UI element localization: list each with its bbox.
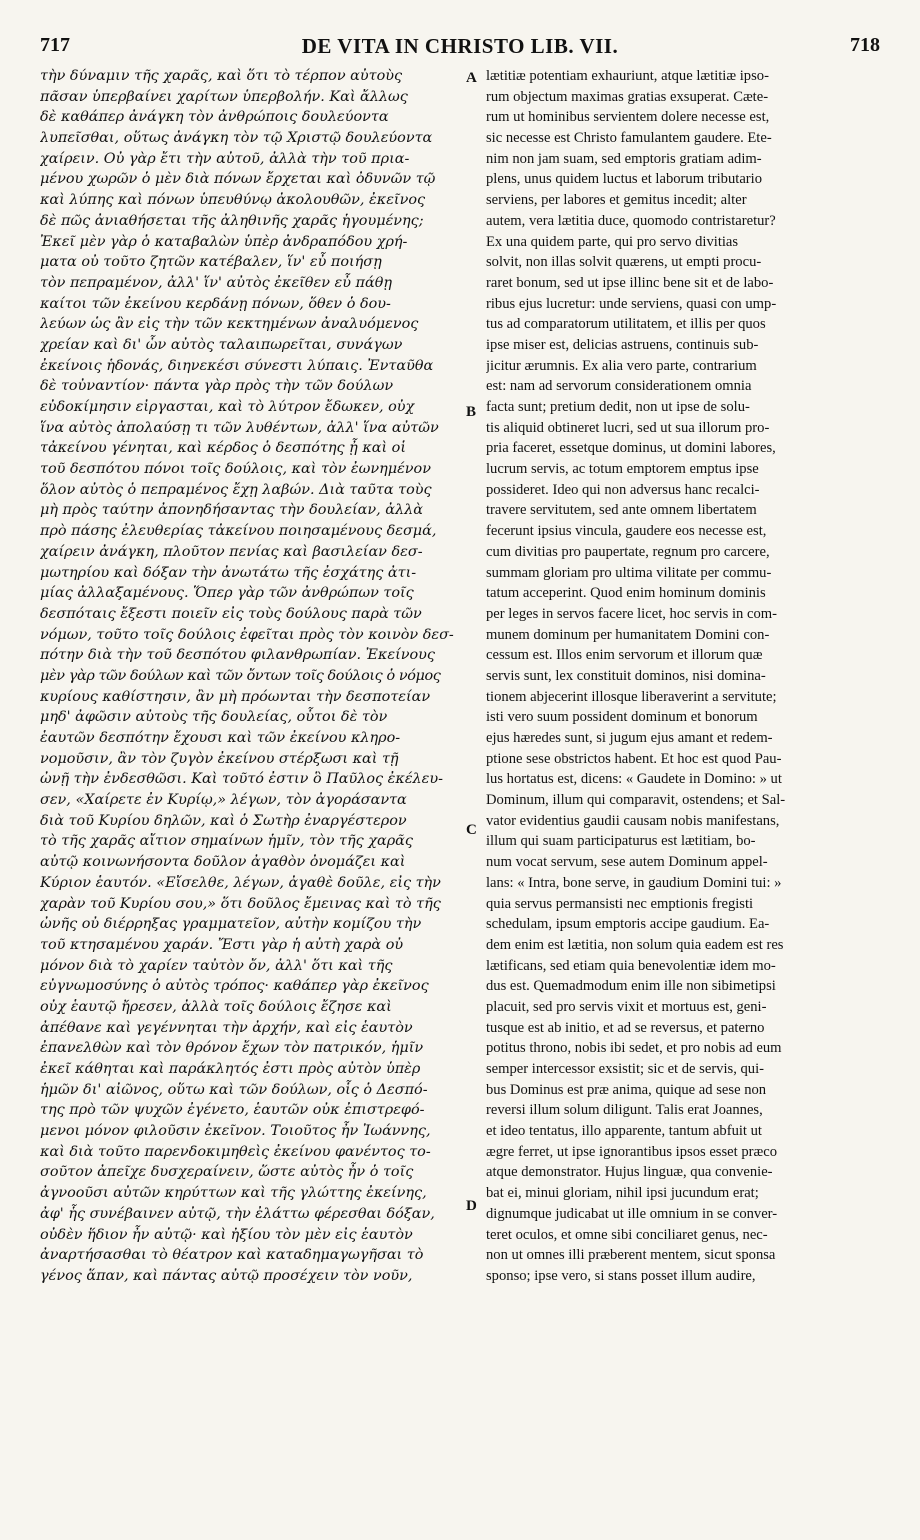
latin-text-line: non ut omnes illi præberent mentem, sicut sponsa <box>486 1247 776 1264</box>
latin-text-line: ptione sese obstrictos habent. Et hoc est quod Pau- <box>486 750 782 767</box>
latin-text-line: sic necesse est Christo famulantem gaudere. Ete- <box>486 130 772 147</box>
latin-text-line: per leges in servos facere licet, hoc servis in com- <box>486 605 777 622</box>
greek-text-line: δὲ καθάπερ ἀνάγκη τὸν ἀνθρώποις δουλεύοντα <box>40 109 389 126</box>
greek-text-line: χαρὰν τοῦ Κυρίου σου,» ὅτι δοῦλος ἔμεινας καὶ τὸ τῆς <box>40 895 441 912</box>
latin-text-line: serviens, per labores et gemitus incedit; alter <box>486 192 747 209</box>
greek-text-line: μίας ἀλλαξαμένους. Ὅπερ γὰρ τῶν ἀνθρώπων τοῖς <box>40 585 414 602</box>
latin-text-line: ribus ejus lucretur: unde serviens, quasi con ump- <box>486 295 777 312</box>
greek-text-line: χαίρειν ἀνάγκη, πλοῦτον πενίας καὶ βασιλείαν δεσ- <box>40 543 423 560</box>
latin-text-line: summam gloriam pro ultima vilitate per commu- <box>486 564 772 581</box>
greek-text-line: μόνον διὰ τὸ χαρίεν ταὐτὸν ὄν, ἀλλ' ὅτι καὶ τῆς <box>40 957 393 974</box>
latin-text-line: placuit, sed pro servis vixit et mortuus est, geni- <box>486 998 767 1015</box>
greek-text-line: καὶ λύπης καὶ πόνων ὑπευθύνῳ ἀκολουθῶν, ἐκεῖνος <box>40 192 426 209</box>
greek-text-line: μὴ πρὸς ταύτην ἀπονηδήσαντας τὴν δουλείαν, ἀλλὰ <box>40 502 423 519</box>
greek-text-line: ἀγνοοῦσι αὐτῶν κηρύττων καὶ τῆς γλώττης ἐκείνης, <box>40 1185 427 1202</box>
latin-text-line: ægre ferret, ut ipse ignorantibus ipsos esset præco <box>486 1143 778 1160</box>
greek-text-line: λεύων ὡς ἂν εἰς τὴν τῶν κεκτημένων ἀναλυόμενος <box>40 316 419 333</box>
latin-text-line: autem, vera lætitia duce, quomodo contristaretur? <box>486 212 776 229</box>
latin-text-line: illum qui suam participaturus est lætitiam, bo- <box>486 833 756 850</box>
latin-text-line: lætitiæ potentiam exhauriunt, atque lætitiæ ipso- <box>486 68 769 84</box>
greek-text-line: ἐκείνοις ἡδονάς, διηνεκέσι σύνεστι λύπαις. Ἐνταῦθα <box>40 357 434 374</box>
greek-text-line: μενοι μόνον φιλοῦσιν ἐκεῖνον. Τοιοῦτος ἦν Ἰωάννης, <box>40 1123 431 1140</box>
greek-text-line: τὸν πεπραμένον, ἀλλ' ἵν' αὐτὸς ἐκεῖθεν εὖ πάθῃ <box>40 274 393 291</box>
page-number-right: 718 <box>850 34 880 56</box>
greek-text-line: ἐκεῖ κάθηται καὶ παράκλητός ἐστι πρὸς αὐτὸν ὑπὲρ <box>40 1061 421 1077</box>
greek-text-line: τἀκείνου γένηται, καὶ κέρδος ὁ δεσπότης ᾖ καὶ οἱ <box>40 440 406 457</box>
page-number-left: 717 <box>40 34 70 56</box>
latin-text-line: ipse miser est, delicias astruens, continuis sub- <box>486 336 759 353</box>
greek-text-line: καίτοι τῶν ἐκείνου κερδάνῃ πόνων, ὅθεν ὁ δου- <box>40 295 391 312</box>
latin-text-line: nim non jam suam, sed emptoris gratiam adim- <box>486 150 762 167</box>
greek-text-line: καὶ διὰ τοῦτο παρενδοκιμηθεὶς ἐκείνου φανέντος το- <box>40 1143 431 1160</box>
greek-text-line: ἡμῶν δι' αἰῶνος, οὕτω καὶ τῶν δούλων, οἷς ὁ Δεσπό- <box>40 1081 428 1098</box>
latin-text-line: lucrum servis, ac totum emptorem emptus ipse <box>486 461 759 478</box>
greek-text-line: Ἐκεῖ μὲν γὰρ ὁ καταβαλὼν ὑπὲρ ἀνδραπόδου χρή- <box>40 233 408 250</box>
greek-text-line: δὲ τοὐναντίον· πάντα γὰρ πρὸς τὴν τῶν δούλων <box>40 378 394 395</box>
latin-text-line: rum objectum maximas gratias exsuperat. Cæte- <box>486 88 769 105</box>
greek-text-line: μένου χωρῶν ὁ μὲν διὰ πόνων ἔρχεται καὶ ὀδυνῶν τῷ <box>40 171 436 188</box>
greek-text-line: της πρὸ τῶν ψυχῶν ἐγένετο, ἑαυτῶν οὐκ ἐπιστρεφό- <box>40 1102 425 1119</box>
latin-text-line: plens, unus quidem luctus et laborum tributario <box>486 171 763 188</box>
latin-text-line: tis aliquid obtineret lucri, sed ut sua illorum pro- <box>486 419 770 436</box>
greek-text-line: αὐτῷ κοινωνήσοντα δοῦλον ἀγαθὸν ὀνομάζει καὶ <box>40 854 406 871</box>
running-title: DE VITA IN CHRISTO LIB. VII. <box>301 34 619 58</box>
latin-text-line: ejus hæredes sunt, si jugum ejus amant et redem- <box>486 730 773 746</box>
latin-text-line: lus hortatus est, dicens: « Gaudete in Domino: » ut <box>486 771 782 788</box>
latin-text-line: schedulam, ipsum emptoris accipe gaudium. Ea- <box>486 916 770 933</box>
latin-text-line: atque demonstrator. Hujus linguæ, qua convenie- <box>486 1164 773 1181</box>
greek-text-line: ἀφ' ἧς συνέβαινεν αὐτῷ, τὴν ἐλάττω φέρεσθαι δόξαν, <box>40 1205 435 1222</box>
greek-text-line: ὠνῇ τὴν ἐνδεσθῶσι. Καὶ τοῦτό ἐστιν ὃ Παῦλος ἐκέλευ- <box>40 771 444 788</box>
latin-text-line: travere servitutem, sed ante omnem libertatem <box>486 502 757 519</box>
greek-text-line: σοῦτον ἀπεῖχε δυσχεραίνειν, ὥστε αὐτὸς ἦν ὁ τοῖς <box>40 1164 414 1181</box>
latin-text-line: lætificans, sed etiam quia benevolentiæ idem mo- <box>486 957 776 974</box>
greek-text-line: μηδ' ἀφῶσιν αὐτοὺς τῆς δουλείας, οὗτοι δὲ τὸν <box>40 709 388 726</box>
latin-column <box>486 66 882 1516</box>
latin-text-line: tatum acceperint. Quod enim hominum dominis <box>486 585 766 602</box>
greek-text-line: ὠνῆς οὐ διέρρηξας γραμματεῖον, αὐτὴν κομίζου τὴν <box>40 916 422 933</box>
latin-text-line: facta sunt; pretium dedit, non ut ipse de solu- <box>486 399 750 415</box>
running-header <box>40 34 880 58</box>
latin-text-line: Dominum, illum qui comparavit, ostendens; et Sal- <box>486 792 786 809</box>
latin-text-line: num vocat servum, sese autem Dominum appel- <box>486 854 768 871</box>
latin-text-line: dus est. Quemadmodum enim ille non sibimetipsi <box>486 978 776 995</box>
greek-text-line: γένος ἅπαν, καὶ πάντας αὐτῷ προσέχειν τὸν νοῦν, <box>40 1267 413 1284</box>
latin-text-line: semper intercessor exsistit; sic et de servis, qui- <box>486 1061 765 1077</box>
latin-text-line: munem dominum per humanitatem Domini con- <box>486 626 770 643</box>
latin-text-line: pria faceret, essetque dominus, ut domini labores, <box>486 440 776 457</box>
greek-text-line: τοῦ δεσπότου πόνοι τοῖς δούλοις, καὶ τὸν ἐωνημένον <box>40 461 431 478</box>
greek-text-line: ματα οὐ τοῦτο ζητῶν κατέβαλεν, ἵν' εὖ ποιήσῃ <box>40 254 382 271</box>
greek-text-line: ἐπανελθὼν καὶ τὸν θρόνον ἔχων τὸν πατρικόν, ἡμῖν <box>40 1040 424 1057</box>
greek-text-line: τὴν δύναμιν τῆς χαρᾶς, καὶ ὅτι τὸ τέρπον αὐτοὺς <box>40 68 403 84</box>
greek-text-line: διὰ τοῦ Κυρίου δηλῶν, καὶ ὁ Σωτὴρ ἐναργέστερον <box>40 812 407 829</box>
latin-text-line: isti vero suum possident dominum et bonorum <box>486 709 758 726</box>
greek-text-line: ἑαυτῶν δεσπότην ἔχουσι καὶ τῶν ἐκείνου κληρο- <box>40 730 401 746</box>
greek-text-line: δεσπόταις ἔξεστι ποιεῖν εἰς τοὺς δούλους παρὰ τῶν <box>40 605 422 622</box>
latin-text-line: potitus throno, nobis ibi sedet, et pro nobis ad eum <box>486 1040 782 1057</box>
greek-text-line: πρὸ πάσης ἐλευθερίας τἀκείνου ποιησαμένους δεσμά, <box>40 523 437 540</box>
latin-text-line: rum ut hominibus servientem dolere necesse est, <box>486 109 770 126</box>
greek-text-line: μωτηρίου καὶ δόξαν τὴν ἀνωτάτω τῆς ἐσχάτης ἀτι- <box>40 564 417 581</box>
greek-text-line: πᾶσαν ὑπερβαίνει χαρίτων ὑπερβολήν. Καὶ ἄλλως <box>40 88 408 105</box>
greek-text-line: λυπεῖσθαι, οὕτως ἀνάγκη τὸν τῷ Χριστῷ δουλεύοντα <box>40 130 433 147</box>
greek-text-line: ὅλον αὐτὸς ὁ πεπραμένος ἔχῃ λαβών. Διὰ ταῦτα τοὺς <box>40 481 432 498</box>
latin-text-line: possideret. Ideo qui non adversus hanc recalci- <box>486 481 760 498</box>
latin-text-line: quia servus permansisti nec emptionis fregisti <box>486 895 754 912</box>
greek-text-line: Κύριον ἑαυτόν. «Εἴσελθε, λέγων, ἀγαθὲ δοῦλε, εἰς τὴν <box>40 874 441 891</box>
latin-text-line: servis sunt, lex constituit dominos, nisi domina- <box>486 667 766 684</box>
latin-text-line: raret bonum, sed ut ipse illinc bene sit et de labo- <box>486 274 774 291</box>
latin-text-line: vator evidentius gaudii causam nobis manifestans, <box>486 812 780 829</box>
latin-text-line: tus ad comparatorum utilitatem, et illis per quos <box>486 316 766 333</box>
greek-text-line: οὐδὲν ἥδιον ἦν αὐτῷ· καὶ ἠξίου τὸν μὲν εἰς ἑαυτὸν <box>40 1226 413 1243</box>
section-marker-b: B <box>466 404 477 420</box>
greek-text-line: εὐδοκίμησιν εἰργασται, καὶ τὸ λύτρον ἔδωκεν, οὐχ <box>40 399 415 415</box>
latin-text-line: tionem abjecerint illosque liberaverint a servitute; <box>486 688 777 705</box>
greek-text-line: νομοῦσιν, ἂν τὸν ζυγὸν ἐκείνου στέρξωσι καὶ τῇ <box>40 750 399 767</box>
greek-column <box>40 66 460 1516</box>
section-marker-d: D <box>466 1198 477 1214</box>
latin-text-line: est: nam ad servorum considerationem omnia <box>486 378 752 395</box>
greek-text-line: κυρίους καθίστησιν, ἂν μὴ πρόωνται τὴν δεσποτείαν <box>40 688 431 705</box>
latin-text-line: jicitur ærumnis. Ex alia vero parte, contrarium <box>486 357 757 374</box>
latin-text-line: dem enim est lætitia, non solum quia eadem est res <box>486 936 784 953</box>
latin-text-line: reversi illum solum diligunt. Talis erat Joannes, <box>486 1102 763 1119</box>
greek-text-line: τὸ τῆς χαρᾶς αἴτιον σημαίνων ἡμῖν, τὸν τῆς χαρᾶς <box>40 833 413 850</box>
latin-text-line: cessum est. Illos enim servorum et illorum quæ <box>486 647 763 664</box>
latin-text-line: dignumque judicabat ut ille omnium in se conver- <box>486 1205 778 1222</box>
latin-text-line: sponso; ipse vero, si stans posset illum audire, <box>486 1267 756 1284</box>
greek-text-line: οὐχ ἑαυτῷ ἤρεσεν, ἀλλὰ τοῖς δούλοις ἔζησε καὶ <box>40 998 392 1015</box>
greek-text-line: νόμων, τοῦτο τοῖς δούλοις ἐφεῖται πρὸς τὸν κοινὸν δεσ- <box>40 626 454 643</box>
greek-text-line: χρείαν καὶ δι' ὧν αὐτὸς ταλαιπωρεῖται, συνάγων <box>40 336 403 353</box>
greek-text-line: μὲν γὰρ τῶν δούλων καὶ τῶν ὄντων τοῖς δούλοις ὁ νόμος <box>40 667 441 684</box>
greek-text-line: εὐγνωμοσύνης ὁ αὐτὸς τρόπος· καθάπερ γὰρ ἐκεῖνος <box>40 978 429 995</box>
latin-text-line: Ex una quidem parte, qui pro servo divitias <box>486 233 739 250</box>
greek-text-line: πότην διὰ τὴν τοῦ δεσπότου φιλανθρωπίαν. Ἐκείνους <box>40 647 435 664</box>
greek-text-line: τοῦ κτησαμένου χαράν. Ἔστι γὰρ ἡ αὐτὴ χαρὰ οὐ <box>40 936 404 953</box>
greek-text-line: σεν, «Χαίρετε ἐν Κυρίῳ,» λέγων, τὸν ἀγοράσαντα <box>40 792 407 809</box>
latin-text-line: tusque est ab initio, et ad se reversus, et paterno <box>486 1019 765 1036</box>
latin-text-line: teret oculos, et omne sibi conciliaret genus, nec- <box>486 1226 768 1243</box>
greek-text-line: ἵνα αὐτὸς ἀπολαύσῃ τι τῶν λυθέντων, ἀλλ' ἵνα αὐτῶν <box>40 419 439 436</box>
latin-text-line: fecerunt ipsius vincula, gaudere eos necesse est, <box>486 523 767 540</box>
section-marker-c: C <box>466 822 477 838</box>
section-marker-a: A <box>466 70 477 86</box>
latin-text-line: bat ei, minui gloriam, nihil ipsi jucundum erat; <box>486 1185 759 1202</box>
latin-text-line: cum divitias pro paupertate, regnum pro carcere, <box>486 543 770 560</box>
greek-text-line: ἀναρτήσασθαι τὸ θέατρον καὶ καταδημαγωγῆσαι τὸ <box>40 1247 424 1264</box>
latin-text-line: lans: « Intra, bone serve, in gaudium Domini tui: » <box>486 874 782 891</box>
latin-text-line: bus Dominus est præ anima, quique ad sese non <box>486 1081 767 1098</box>
latin-text-line: solvit, non illas solvit quærens, ut empti procu- <box>486 254 762 271</box>
greek-text-line: ἀπέθανε καὶ γεγέννηται τὴν ἀρχήν, καὶ εἰς ἑαυτὸν <box>40 1019 413 1036</box>
latin-text-line: et ideo tentatus, illo apparente, tantum abfuit ut <box>486 1123 762 1140</box>
greek-text-line: χαίρειν. Οὐ γὰρ ἔτι τὴν αὐτοῦ, ἀλλὰ τὴν τοῦ πρια- <box>40 150 410 167</box>
greek-text-line: δὲ πῶς ἀνιαθήσεται τῆς ἀληθινῆς χαρᾶς ἡγουμένης; <box>40 212 424 229</box>
